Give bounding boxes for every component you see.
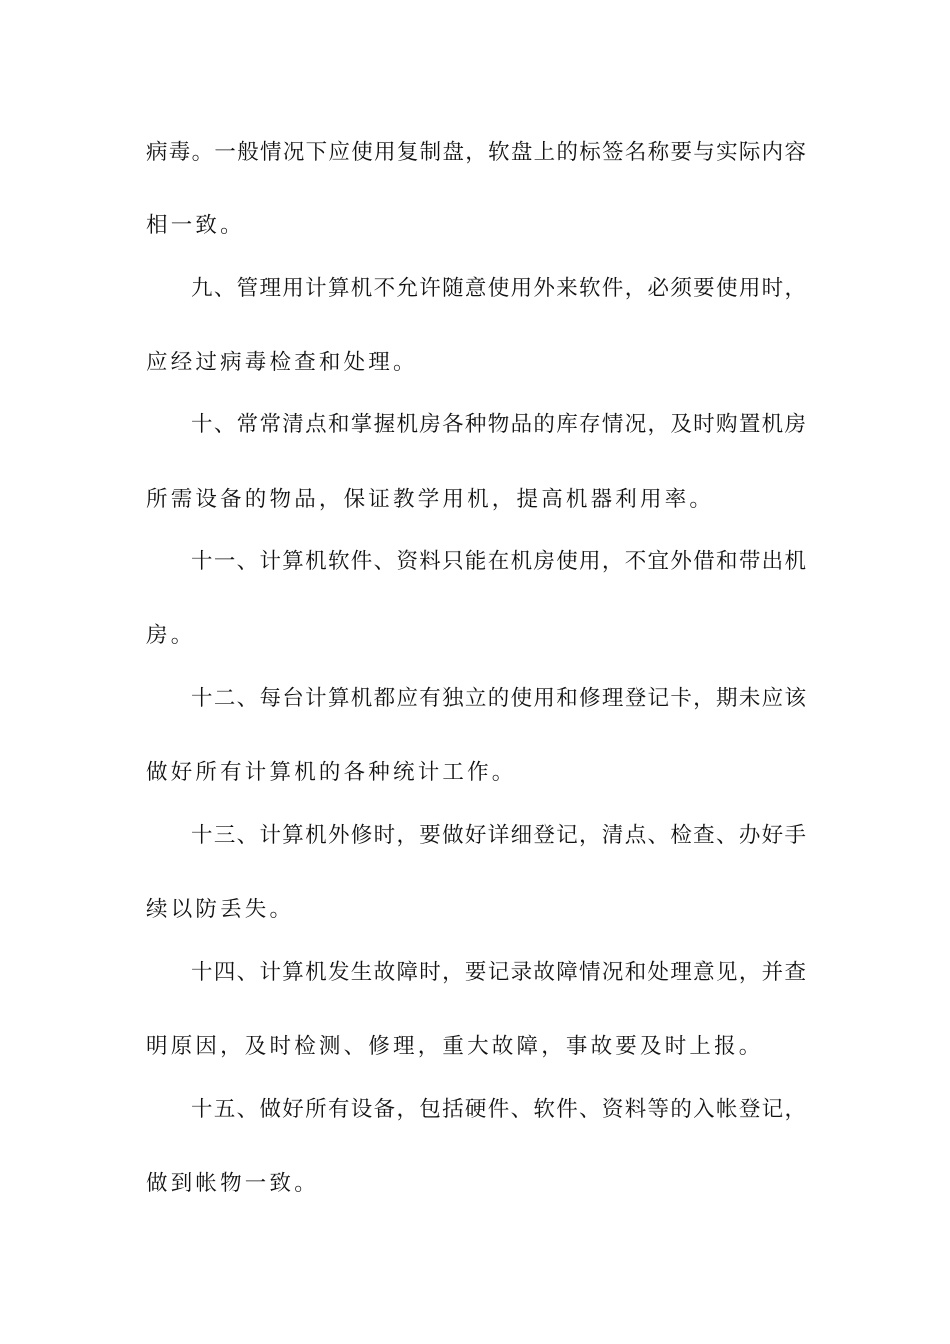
text-line: 做好所有计算机的各种统计工作。 [146,760,517,785]
text-line: 续以防丢失。 [146,897,295,922]
text-line: 所需设备的物品，保证教学用机，提高机器利用率。 [146,487,715,512]
text-line: 应经过病毒检查和处理。 [146,350,418,375]
text-line: 房。 [146,623,196,648]
paragraph-12-line: 十二、每台计算机都应有独立的使用和修理登记卡，期未应该 [191,686,806,711]
paragraph-13-line: 十三、计算机外修时，要做好详细登记，清点、检查、办好手 [191,823,806,848]
text-line: 做到帐物一致。 [146,1171,319,1196]
text-line: 相一致。 [146,213,245,238]
paragraph-15-line: 十五、做好所有设备，包括硬件、软件、资料等的入帐登记， [191,1097,806,1122]
paragraph-10-line: 十、常常清点和掌握机房各种物品的库存情况，及时购置机房 [191,412,806,437]
paragraph-9-line: 九、管理用计算机不允许随意使用外来软件，必须要使用时， [191,276,806,301]
text-line: 病毒。一般情况下应使用复制盘，软盘上的标签名称要与实际内容 [146,140,806,165]
paragraph-11-line: 十一、计算机软件、资料只能在机房使用，不宜外借和带出机 [191,549,806,574]
paragraph-14-line: 十四、计算机发生故障时，要记录故障情况和处理意见，并查 [191,960,806,985]
text-line: 明原因，及时检测、修理，重大故障，事故要及时上报。 [146,1034,764,1059]
